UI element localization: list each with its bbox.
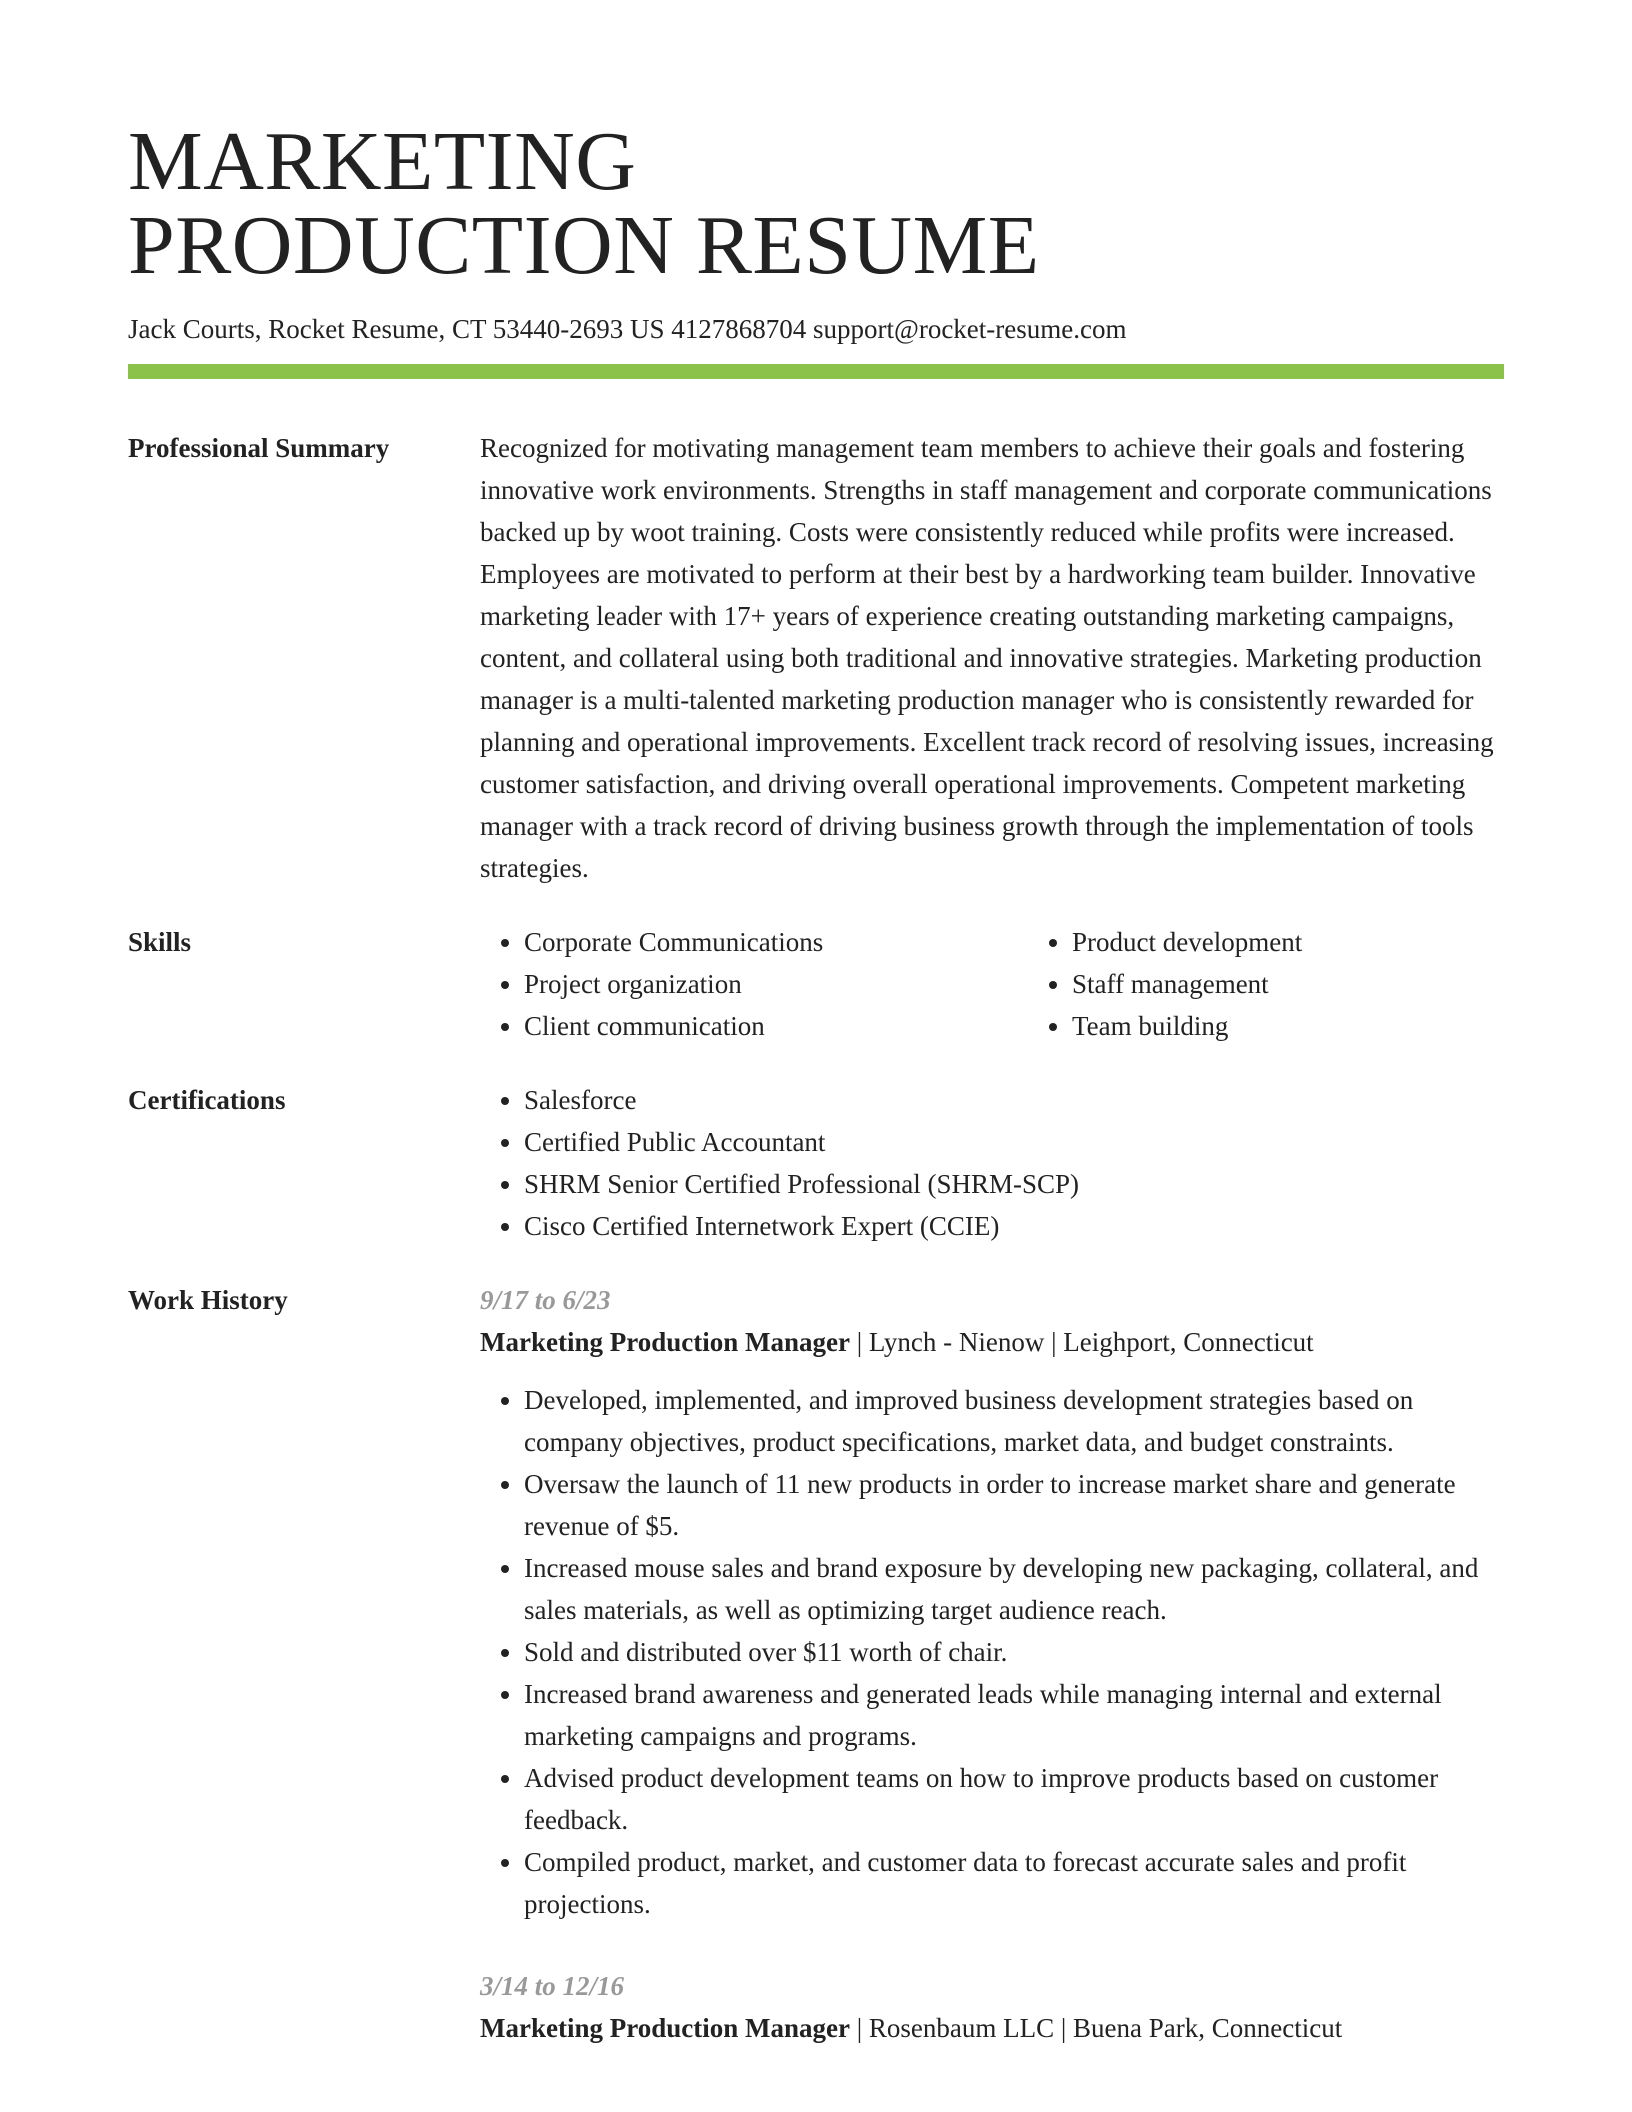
skills-label: Skills (128, 927, 192, 957)
skill-item: • Staff management (1072, 963, 1576, 1005)
job-details: | Lynch - Nienow | Leighport, Connecticut (849, 1327, 1314, 1357)
work-history-label: Work History (128, 1285, 288, 1315)
skills-body (480, 921, 1576, 1047)
certifications-section (128, 1079, 1504, 1247)
job-bullet: • Sold and distributed over $11 worth of chair. (524, 1631, 1504, 1673)
skills-column-2 (1028, 921, 1576, 1047)
header-divider (128, 364, 1504, 379)
job-bullet: • Compiled product, market, and customer data to forecast accurate sales and profit projections. (524, 1841, 1504, 1925)
job-entry (480, 1279, 1504, 1925)
job-bullet: • Increased brand awareness and generated leads while managing internal and external marketing campaigns and programs. (524, 1673, 1504, 1757)
skill-item: • Project organization (524, 963, 1028, 1005)
certifications-label: Certifications (128, 1085, 286, 1115)
skill-item: • Corporate Communications (524, 921, 1028, 963)
certifications-body (480, 1079, 1504, 1247)
job-title: Marketing Production Manager (480, 2013, 850, 2043)
work-history-body (480, 1279, 1504, 2049)
summary-label: Professional Summary (128, 433, 390, 463)
work-history-section (128, 1279, 1504, 2049)
job-heading (480, 2007, 1504, 2049)
job-details: | Rosenbaum LLC | Buena Park, Connecticut (849, 2013, 1343, 2043)
summary-body (480, 427, 1504, 889)
skill-item: • Client communication (524, 1005, 1028, 1047)
skill-item: • Team building (1072, 1005, 1576, 1047)
job-heading (480, 1321, 1504, 1363)
summary-section (128, 427, 1504, 889)
job-bullet: • Advised product development teams on how to improve products based on customer feedback. (524, 1757, 1504, 1841)
job-entry (480, 1965, 1504, 2049)
page-title (128, 115, 1504, 292)
job-bullet: • Developed, implemented, and improved business development strategies based on company objectives, product specifications, market data, and budget constraints. (524, 1379, 1504, 1463)
contact-line: Jack Courts, Rocket Resume, CT 53440-2693 US 4127868704 support@rocket-resume.com (128, 314, 1127, 344)
skills-section (128, 921, 1504, 1047)
title-line-2: PRODUCTION RESUME (128, 199, 1040, 292)
certification-item: • Certified Public Accountant (524, 1121, 1504, 1163)
job-dates: 9/17 to 6/23 (480, 1285, 611, 1315)
skill-item: • Product development (1072, 921, 1576, 963)
job-bullet: • Oversaw the launch of 11 new products in order to increase market share and generate revenue of $5. (524, 1463, 1504, 1547)
certifications-list (480, 1079, 1504, 1247)
title-line-1: MARKETING (128, 115, 637, 208)
summary-text: Recognized for motivating management team members to achieve their goals and fostering innovative work environments. Strengths in staff management and corporate communications backed up by woot training. Costs were consistently reduced while profits were increased. Employees are motivated to perform at their best by a hardworking team builder. Innovative marketing leader with 17+ years of experience creating outstanding marketing campaigns, content, and collateral using both traditional and innovative strategies. Marketing production manager is a multi-talented marketing production manager who is consistently rewarded for planning and operational improvements. Excellent track record of resolving issues, increasing customer satisfaction, and driving overall operational improvements. Competent marketing manager with a track record of driving business growth through the implementation of tools strategies. (480, 433, 1494, 883)
certification-item: • Cisco Certified Internetwork Expert (CCIE) (524, 1205, 1504, 1247)
job-bullets (480, 1379, 1504, 1925)
job-dates: 3/14 to 12/16 (480, 1971, 625, 2001)
skills-column-1 (480, 921, 1028, 1047)
job-bullet: • Increased mouse sales and brand exposure by developing new packaging, collateral, and sales materials, as well as optimizing target audience reach. (524, 1547, 1504, 1631)
certification-item: • Salesforce (524, 1079, 1504, 1121)
certification-item: • SHRM Senior Certified Professional (SHRM-SCP) (524, 1163, 1504, 1205)
job-title: Marketing Production Manager (480, 1327, 850, 1357)
